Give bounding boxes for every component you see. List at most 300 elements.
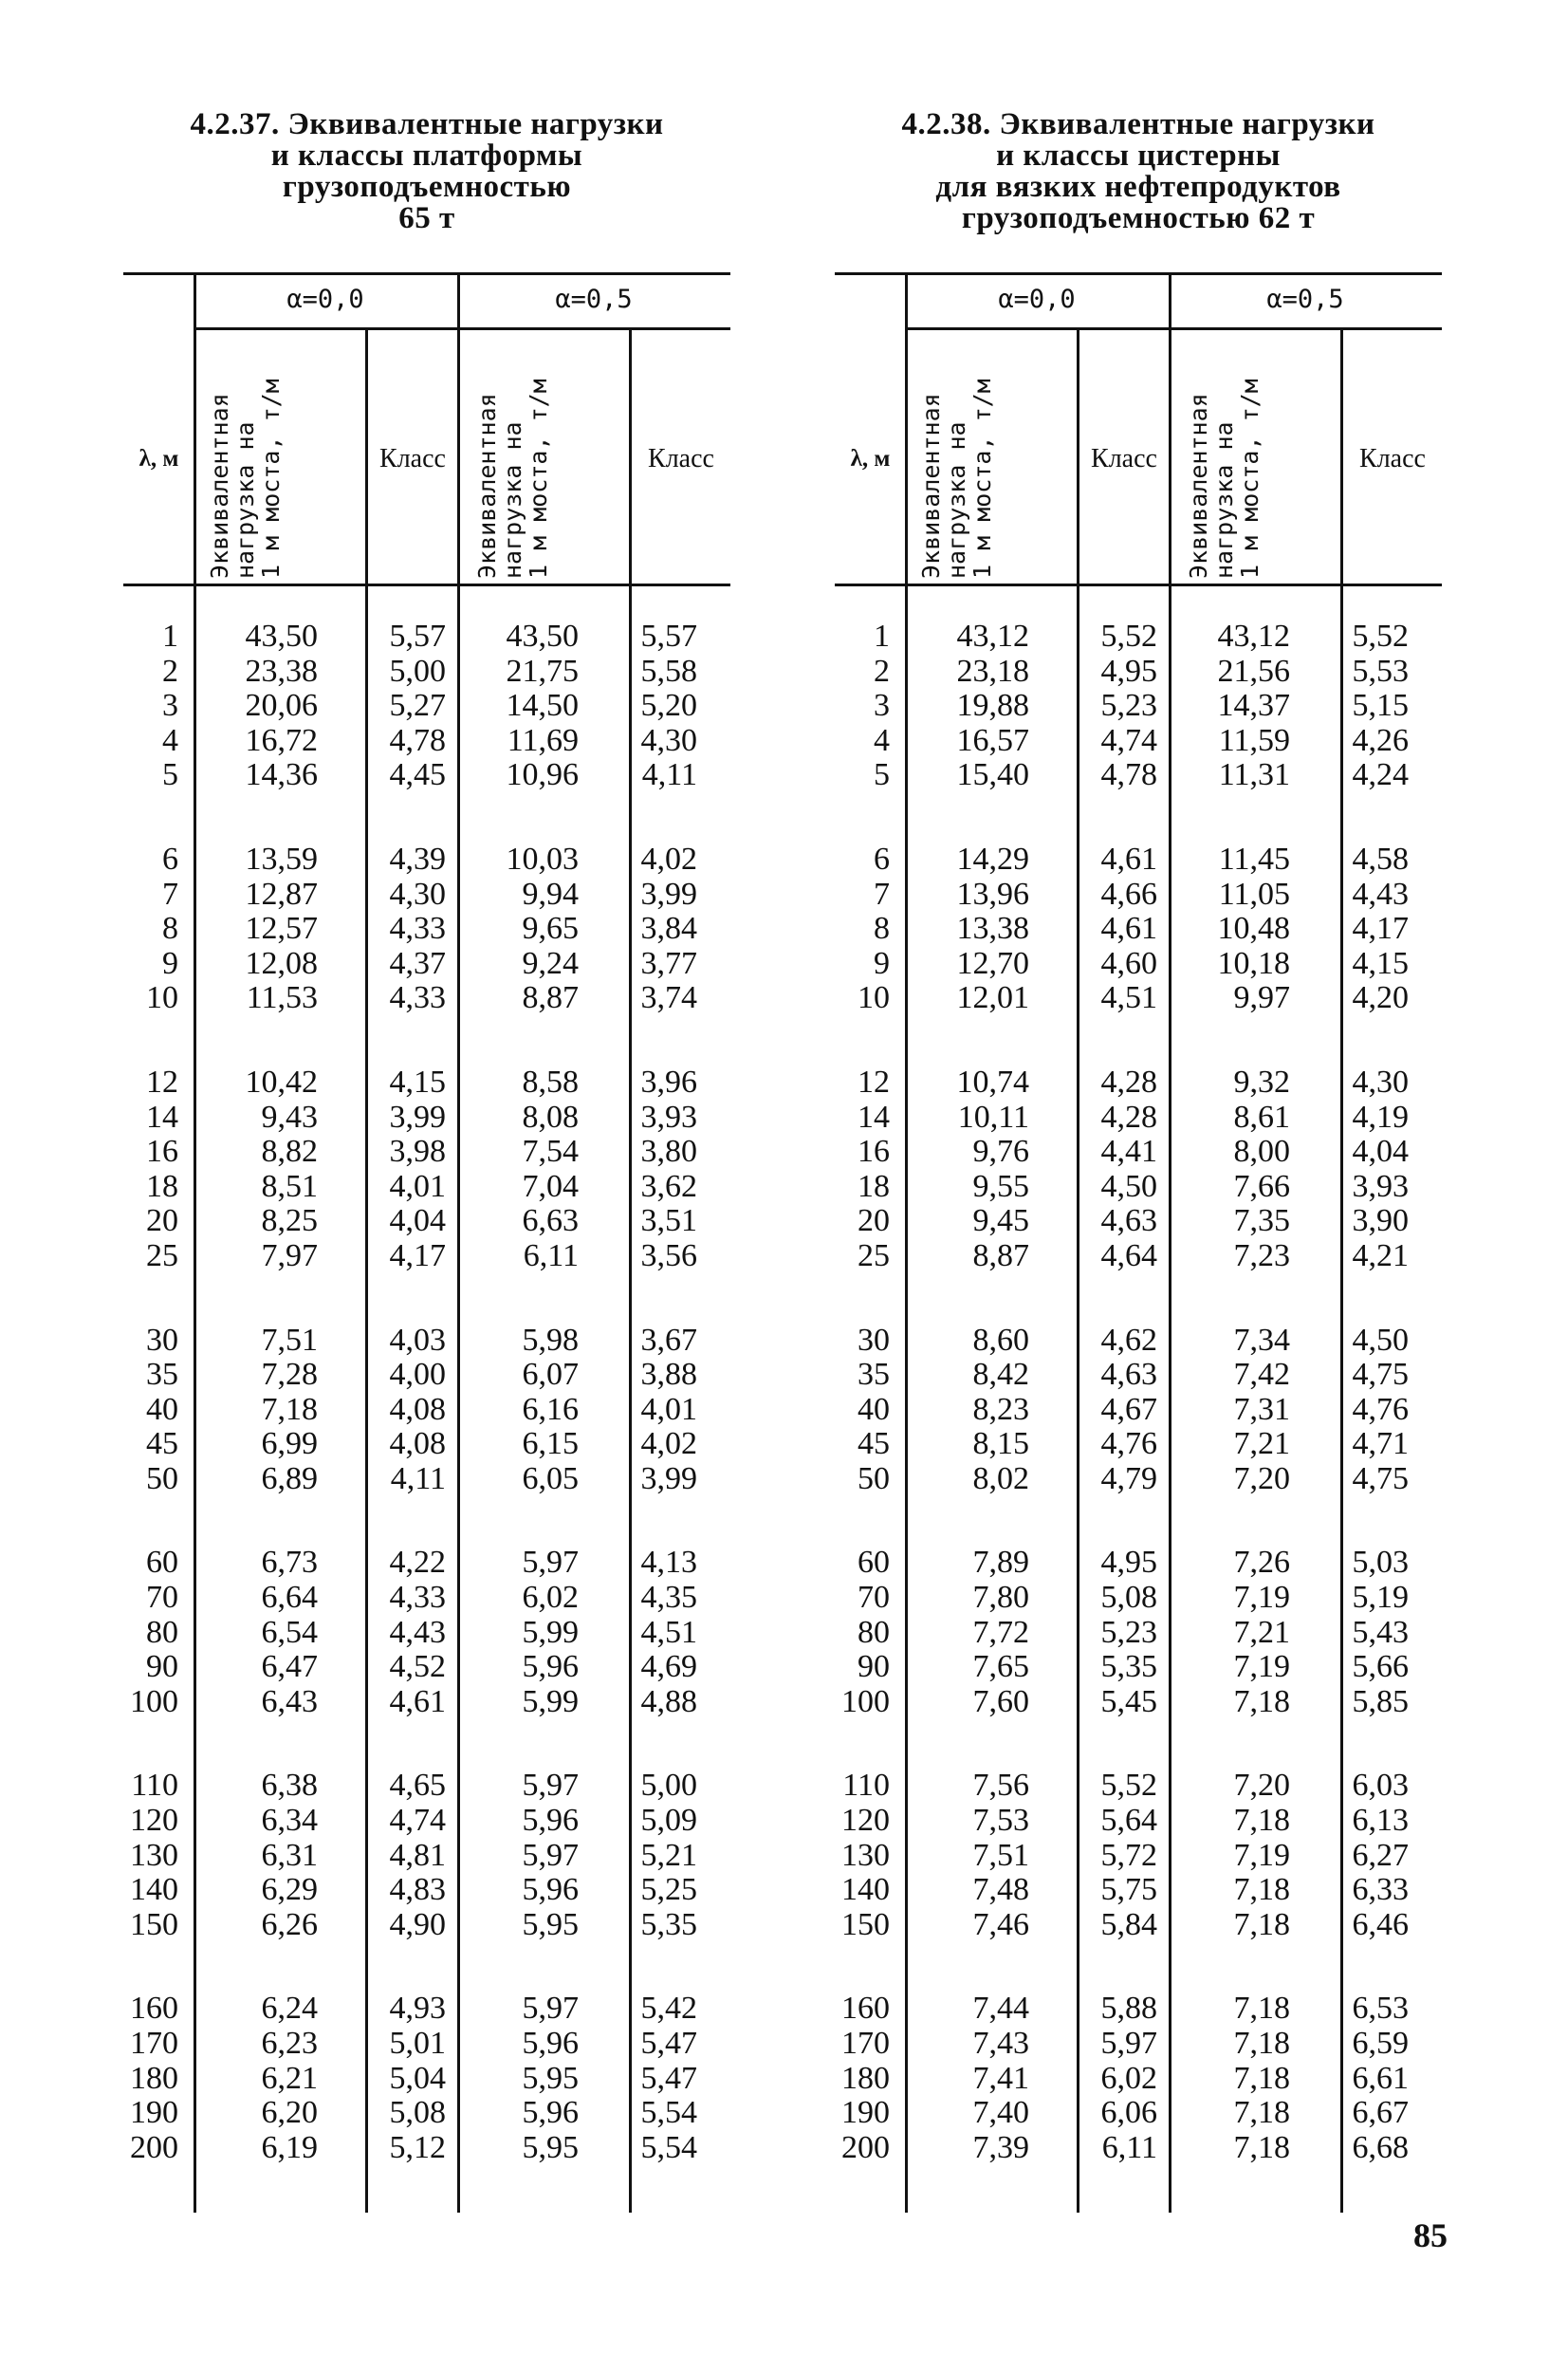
class-a5-cell: 4,20: [1352, 980, 1409, 1016]
span-cell: 9: [874, 945, 890, 981]
table-row: [123, 1650, 730, 1685]
title-line: 4.2.37. Эквивалентные нагрузки: [190, 107, 664, 141]
span-cell: 14: [146, 1099, 178, 1135]
table-4-2-37: [123, 109, 730, 2213]
class-a5-cell: 4,24: [1352, 757, 1409, 793]
class-a0-cell: 3,98: [389, 1134, 446, 1170]
row-group: [835, 620, 1442, 793]
load-a5-cell: 9,94: [522, 876, 579, 912]
class-a0-cell: 5,23: [1100, 1614, 1157, 1650]
load-a5-cell: 7,34: [1233, 1322, 1290, 1358]
load-header: [1186, 342, 1271, 579]
span-cell: 150: [841, 1906, 890, 1942]
row-group: [123, 1769, 730, 1942]
table-row: [835, 1873, 1442, 1908]
span-cell: 100: [130, 1683, 178, 1719]
load-header-line: нагрузка на: [1210, 421, 1238, 579]
load-a5-cell: 10,18: [1217, 945, 1290, 981]
alpha-5-header: α=0,5: [555, 285, 633, 314]
span-cell: 90: [858, 1649, 890, 1685]
row-group: [123, 1546, 730, 1719]
load-a0-cell: 7,80: [972, 1580, 1029, 1616]
class-a5-cell: 3,93: [640, 1099, 697, 1135]
title-line: грузоподъемностью: [282, 170, 572, 204]
table-row: [835, 1616, 1442, 1651]
class-a5-cell: 5,21: [640, 1837, 697, 1873]
table-row: [123, 1992, 730, 2027]
class-a0-cell: 4,41: [1100, 1134, 1157, 1170]
row-group: [123, 620, 730, 793]
load-a5-cell: 6,11: [523, 1237, 579, 1273]
class-a5-cell: 6,13: [1352, 1803, 1409, 1839]
load-a5-cell: 5,96: [522, 2026, 579, 2061]
load-a0-cell: 6,89: [261, 1460, 318, 1496]
class-a0-cell: 5,72: [1100, 1837, 1157, 1873]
class-a5-cell: 6,27: [1352, 1837, 1409, 1873]
class-a0-cell: 5,12: [389, 2129, 446, 2165]
class-a5-cell: 5,20: [640, 688, 697, 724]
class-a0-cell: 5,57: [389, 619, 446, 654]
load-a0-cell: 8,15: [972, 1426, 1029, 1462]
span-cell: 5: [874, 757, 890, 793]
load-a0-cell: 9,45: [972, 1203, 1029, 1239]
class-a5-cell: 4,30: [1352, 1064, 1409, 1100]
class-a5-cell: 4,17: [1352, 911, 1409, 947]
span-cell: 110: [131, 1768, 178, 1804]
load-a5-cell: 7,18: [1233, 2060, 1290, 2096]
load-a5-cell: 8,87: [522, 980, 579, 1016]
class-a0-cell: 4,62: [1100, 1322, 1157, 1358]
load-a5-cell: 21,56: [1217, 653, 1290, 689]
load-a0-cell: 43,12: [956, 619, 1029, 654]
span-cell: 6: [874, 841, 890, 877]
class-a0-cell: 4,28: [1100, 1099, 1157, 1135]
class-a0-cell: 5,84: [1100, 1906, 1157, 1942]
table-grid: [123, 272, 730, 2213]
class-a5-cell: 5,47: [640, 2060, 697, 2096]
table-row: [123, 1462, 730, 1497]
load-a5-cell: 14,50: [506, 688, 579, 724]
span-cell: 16: [146, 1134, 178, 1170]
span-cell: 70: [146, 1580, 178, 1616]
table-row: [835, 1581, 1442, 1616]
load-a5-cell: 7,18: [1233, 2095, 1290, 2131]
load-a0-cell: 12,08: [245, 945, 318, 981]
load-header-line: Эквивалентная: [473, 393, 501, 579]
load-a0-cell: 6,47: [261, 1649, 318, 1685]
load-a0-cell: 6,26: [261, 1906, 318, 1942]
class-a5-cell: 4,02: [640, 1426, 697, 1462]
span-cell: 1: [874, 619, 890, 654]
span-cell: 180: [841, 2060, 890, 2096]
class-a0-cell: 5,64: [1100, 1803, 1157, 1839]
table-row: [123, 1546, 730, 1581]
load-a5-cell: 43,50: [506, 619, 579, 654]
load-a0-cell: 13,38: [956, 911, 1029, 947]
load-a0-cell: 7,48: [972, 1872, 1029, 1908]
class-a5-cell: 3,90: [1352, 1203, 1409, 1239]
class-a0-cell: 5,00: [389, 653, 446, 689]
table-row: [123, 724, 730, 759]
table-row: [835, 1462, 1442, 1497]
span-cell: 12: [858, 1064, 890, 1100]
load-a0-cell: 6,20: [261, 2095, 318, 2131]
class-a5-cell: 6,67: [1352, 2095, 1409, 2131]
class-header: Класс: [379, 444, 446, 473]
class-a0-cell: 5,75: [1100, 1872, 1157, 1908]
column-rule: [1169, 275, 1171, 586]
load-a5-cell: 5,96: [522, 1872, 579, 1908]
class-a0-cell: 3,99: [389, 1099, 446, 1135]
load-a0-cell: 7,40: [972, 2095, 1029, 2131]
table-row: [123, 1908, 730, 1943]
class-a5-cell: 5,43: [1352, 1614, 1409, 1650]
load-a5-cell: 9,97: [1233, 980, 1290, 1016]
class-a5-cell: 5,09: [640, 1803, 697, 1839]
class-a0-cell: 4,78: [1100, 757, 1157, 793]
class-a5-cell: 4,35: [640, 1580, 697, 1616]
load-a0-cell: 12,70: [956, 945, 1029, 981]
table-row: [835, 947, 1442, 982]
class-a5-cell: 4,13: [640, 1545, 697, 1581]
class-a0-cell: 4,81: [389, 1837, 446, 1873]
class-a0-cell: 4,39: [389, 841, 446, 877]
class-a5-cell: 3,93: [1352, 1168, 1409, 1204]
load-a0-cell: 15,40: [956, 757, 1029, 793]
load-a5-cell: 5,97: [522, 1545, 579, 1581]
class-a0-cell: 4,67: [1100, 1391, 1157, 1427]
class-a5-cell: 3,99: [640, 876, 697, 912]
table-row: [835, 1427, 1442, 1462]
class-a5-cell: 6,61: [1352, 2060, 1409, 2096]
class-a0-cell: 4,60: [1100, 945, 1157, 981]
load-a0-cell: 13,59: [245, 841, 318, 877]
span-cell: 60: [146, 1545, 178, 1581]
span-cell: 60: [858, 1545, 890, 1581]
load-a5-cell: 7,19: [1233, 1580, 1290, 1616]
class-header: Класс: [648, 444, 714, 473]
load-a5-cell: 11,59: [1218, 722, 1290, 758]
span-cell: 1: [162, 619, 178, 654]
table-row: [835, 1908, 1442, 1943]
load-a0-cell: 7,97: [261, 1237, 318, 1273]
span-cell: 18: [146, 1168, 178, 1204]
class-a0-cell: 4,15: [389, 1064, 446, 1100]
class-a5-cell: 3,96: [640, 1064, 697, 1100]
class-a0-cell: 4,01: [389, 1168, 446, 1204]
table-row: [123, 1393, 730, 1428]
span-cell: 16: [858, 1134, 890, 1170]
table-row: [835, 758, 1442, 793]
load-a5-cell: 7,31: [1233, 1391, 1290, 1427]
class-a0-cell: 4,37: [389, 945, 446, 981]
load-a0-cell: 9,76: [972, 1134, 1029, 1170]
column-rule: [457, 275, 460, 586]
class-a0-cell: 4,63: [1100, 1357, 1157, 1393]
load-a0-cell: 10,11: [957, 1099, 1029, 1135]
class-a5-cell: 4,88: [640, 1683, 697, 1719]
table-row: [835, 981, 1442, 1016]
load-a0-cell: 7,60: [972, 1683, 1029, 1719]
class-a0-cell: 4,95: [1100, 1545, 1157, 1581]
class-header: Класс: [1091, 444, 1157, 473]
class-a0-cell: 4,61: [1100, 841, 1157, 877]
load-header-line: Эквивалентная: [206, 393, 233, 579]
load-a5-cell: 6,16: [522, 1391, 579, 1427]
load-a0-cell: 7,44: [972, 1991, 1029, 2027]
row-group: [835, 1066, 1442, 1274]
load-header-line: нагрузка на: [499, 421, 526, 579]
load-a5-cell: 7,54: [522, 1134, 579, 1170]
load-a0-cell: 7,65: [972, 1649, 1029, 1685]
load-a0-cell: 7,72: [972, 1614, 1029, 1650]
load-header: [207, 342, 292, 579]
class-a0-cell: 4,00: [389, 1357, 446, 1393]
class-a0-cell: 4,78: [389, 722, 446, 758]
load-a0-cell: 6,99: [261, 1426, 318, 1462]
class-a0-cell: 4,28: [1100, 1064, 1157, 1100]
alpha-rule: [194, 327, 730, 330]
load-header-line: нагрузка на: [231, 421, 259, 579]
load-a5-cell: 11,31: [1218, 757, 1290, 793]
table-row: [835, 1769, 1442, 1804]
class-a0-cell: 4,51: [1100, 980, 1157, 1016]
class-a5-cell: 3,84: [640, 911, 697, 947]
class-a0-cell: 4,33: [389, 911, 446, 947]
load-a0-cell: 6,34: [261, 1803, 318, 1839]
table-row: [123, 1839, 730, 1874]
load-a0-cell: 7,18: [261, 1391, 318, 1427]
class-a0-cell: 6,02: [1100, 2060, 1157, 2096]
class-a0-cell: 4,90: [389, 1906, 446, 1942]
load-a0-cell: 12,87: [245, 876, 318, 912]
class-header: Класс: [1359, 444, 1426, 473]
table-row: [835, 1066, 1442, 1101]
class-a0-cell: 4,61: [1100, 911, 1157, 947]
class-a5-cell: 6,33: [1352, 1872, 1409, 1908]
class-a5-cell: 3,99: [640, 1460, 697, 1496]
load-header-line: Эквивалентная: [1185, 393, 1212, 579]
class-a0-cell: 4,95: [1100, 653, 1157, 689]
row-group: [123, 1324, 730, 1497]
table-row: [123, 1581, 730, 1616]
class-a5-cell: 4,50: [1352, 1322, 1409, 1358]
span-cell: 20: [858, 1203, 890, 1239]
span-cell: 190: [841, 2095, 890, 2131]
load-a5-cell: 9,65: [522, 911, 579, 947]
span-cell: 4: [162, 722, 178, 758]
load-a0-cell: 14,29: [956, 841, 1029, 877]
load-a5-cell: 5,99: [522, 1683, 579, 1719]
load-a5-cell: 7,21: [1233, 1614, 1290, 1650]
class-a0-cell: 4,17: [389, 1237, 446, 1273]
table-row: [123, 1685, 730, 1720]
load-a5-cell: 8,08: [522, 1099, 579, 1135]
span-cell: 120: [841, 1803, 890, 1839]
table-row: [835, 724, 1442, 759]
load-a0-cell: 16,72: [245, 722, 318, 758]
table-row: [835, 1650, 1442, 1685]
table-title: [835, 109, 1442, 234]
row-group: [835, 1546, 1442, 1719]
class-a0-cell: 5,23: [1100, 688, 1157, 724]
load-a5-cell: 5,96: [522, 1803, 579, 1839]
load-a5-cell: 7,18: [1233, 1991, 1290, 2027]
table-row: [835, 1804, 1442, 1839]
load-a0-cell: 20,06: [245, 688, 318, 724]
span-cell: 40: [146, 1391, 178, 1427]
class-a5-cell: 5,03: [1352, 1545, 1409, 1581]
class-a5-cell: 5,19: [1352, 1580, 1409, 1616]
load-a5-cell: 7,23: [1233, 1237, 1290, 1273]
span-cell: 160: [841, 1991, 890, 2027]
class-a0-cell: 4,93: [389, 1991, 446, 2027]
alpha-rule: [905, 327, 1442, 330]
row-group: [835, 1324, 1442, 1497]
class-a5-cell: 5,25: [640, 1872, 697, 1908]
span-cell: 25: [858, 1237, 890, 1273]
load-a0-cell: 6,38: [261, 1768, 318, 1804]
load-a5-cell: 7,35: [1233, 1203, 1290, 1239]
load-header: [918, 342, 1004, 579]
class-a0-cell: 5,52: [1100, 1768, 1157, 1804]
table-row: [835, 1839, 1442, 1874]
table-row: [123, 1324, 730, 1359]
class-a5-cell: 5,57: [640, 619, 697, 654]
class-a5-cell: 4,75: [1352, 1357, 1409, 1393]
class-a5-cell: 4,04: [1352, 1134, 1409, 1170]
load-a0-cell: 11,53: [246, 980, 318, 1016]
span-cell: 8: [162, 911, 178, 947]
table-row: [835, 1239, 1442, 1274]
load-a0-cell: 8,02: [972, 1460, 1029, 1496]
class-a5-cell: 5,42: [640, 1991, 697, 2027]
load-a5-cell: 8,58: [522, 1064, 579, 1100]
load-a5-cell: 43,12: [1217, 619, 1290, 654]
load-a0-cell: 7,51: [261, 1322, 318, 1358]
load-a5-cell: 5,95: [522, 1906, 579, 1942]
load-a0-cell: 12,57: [245, 911, 318, 947]
class-a0-cell: 4,08: [389, 1391, 446, 1427]
span-cell: 35: [146, 1357, 178, 1393]
span-cell: 80: [858, 1614, 890, 1650]
span-cell: 80: [146, 1614, 178, 1650]
table-row: [835, 1135, 1442, 1170]
table-row: [123, 1170, 730, 1205]
class-a5-cell: 5,15: [1352, 688, 1409, 724]
span-cell: 45: [858, 1426, 890, 1462]
span-cell: 45: [146, 1426, 178, 1462]
load-a5-cell: 11,05: [1218, 876, 1290, 912]
class-a0-cell: 4,45: [389, 757, 446, 793]
load-a0-cell: 7,46: [972, 1906, 1029, 1942]
row-group: [123, 1992, 730, 2165]
span-cell: 190: [130, 2095, 178, 2131]
table-row: [123, 1066, 730, 1101]
class-a0-cell: 4,30: [389, 876, 446, 912]
span-cell: 10: [146, 980, 178, 1016]
table-row: [835, 843, 1442, 878]
class-a0-cell: 5,45: [1100, 1683, 1157, 1719]
table-row: [123, 2131, 730, 2166]
class-a5-cell: 4,26: [1352, 722, 1409, 758]
table-row: [123, 1616, 730, 1651]
class-a0-cell: 5,08: [389, 2095, 446, 2131]
span-cell: 35: [858, 1357, 890, 1393]
class-a5-cell: 3,74: [640, 980, 697, 1016]
class-a5-cell: 3,56: [640, 1237, 697, 1273]
lambda-header: λ, м: [138, 446, 179, 472]
load-a0-cell: 6,31: [261, 1837, 318, 1873]
span-cell: 100: [841, 1683, 890, 1719]
class-a0-cell: 4,08: [389, 1426, 446, 1462]
class-a0-cell: 4,66: [1100, 876, 1157, 912]
span-cell: 200: [841, 2129, 890, 2165]
load-a0-cell: 9,55: [972, 1168, 1029, 1204]
table-row: [835, 878, 1442, 913]
class-a5-cell: 3,80: [640, 1134, 697, 1170]
table-header: [123, 275, 730, 586]
class-a5-cell: 5,66: [1352, 1649, 1409, 1685]
load-a5-cell: 7,18: [1233, 1872, 1290, 1908]
class-a5-cell: 4,69: [640, 1649, 697, 1685]
load-a5-cell: 5,96: [522, 2095, 579, 2131]
span-cell: 50: [146, 1460, 178, 1496]
table-row: [835, 2062, 1442, 2097]
table-row: [835, 689, 1442, 724]
class-a5-cell: 5,58: [640, 653, 697, 689]
lambda-header: λ, м: [850, 446, 891, 472]
class-a0-cell: 4,22: [389, 1545, 446, 1581]
class-a0-cell: 4,79: [1100, 1460, 1157, 1496]
load-a5-cell: 5,98: [522, 1322, 579, 1358]
span-cell: 150: [130, 1906, 178, 1942]
class-a5-cell: 4,21: [1352, 1237, 1409, 1273]
class-a5-cell: 3,62: [640, 1168, 697, 1204]
load-a0-cell: 7,43: [972, 2026, 1029, 2061]
span-cell: 40: [858, 1391, 890, 1427]
class-a5-cell: 3,67: [640, 1322, 697, 1358]
table-row: [123, 620, 730, 655]
load-header-line: нагрузка на: [943, 421, 970, 579]
load-a0-cell: 6,54: [261, 1614, 318, 1650]
class-a5-cell: 6,03: [1352, 1768, 1409, 1804]
class-a0-cell: 4,03: [389, 1322, 446, 1358]
load-a0-cell: 8,87: [972, 1237, 1029, 1273]
load-a5-cell: 7,42: [1233, 1357, 1290, 1393]
class-a0-cell: 6,06: [1100, 2095, 1157, 2131]
load-a0-cell: 6,19: [261, 2129, 318, 2165]
span-cell: 110: [842, 1768, 890, 1804]
load-a5-cell: 10,03: [506, 841, 579, 877]
table-row: [123, 843, 730, 878]
class-a0-cell: 4,64: [1100, 1237, 1157, 1273]
class-a5-cell: 4,15: [1352, 945, 1409, 981]
load-a5-cell: 7,19: [1233, 1837, 1290, 1873]
alpha-0-header: α=0,0: [998, 285, 1076, 314]
class-a5-cell: 4,43: [1352, 876, 1409, 912]
span-cell: 2: [874, 653, 890, 689]
table-row: [123, 655, 730, 690]
class-a5-cell: 4,75: [1352, 1460, 1409, 1496]
load-a0-cell: 10,74: [956, 1064, 1029, 1100]
row-group: [123, 843, 730, 1016]
load-a5-cell: 5,96: [522, 1649, 579, 1685]
title-line: и классы платформы: [270, 139, 583, 173]
class-a0-cell: 4,33: [389, 980, 446, 1016]
load-a5-cell: 7,18: [1233, 1906, 1290, 1942]
table-row: [123, 1135, 730, 1170]
